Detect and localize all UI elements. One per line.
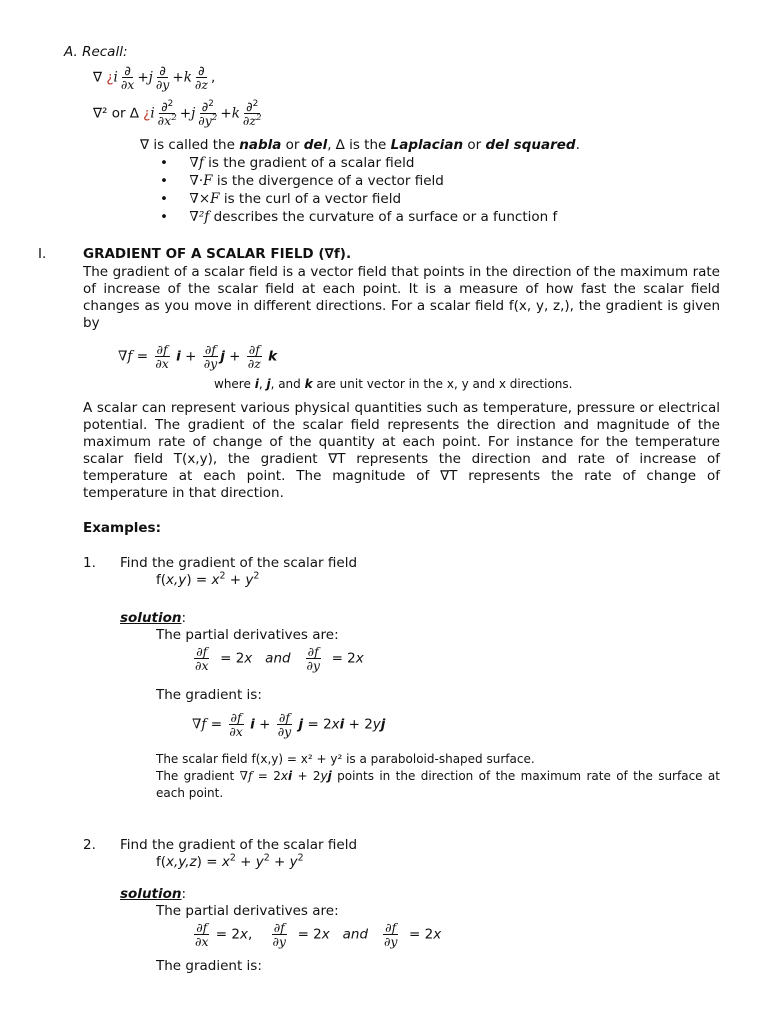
example-1-note-2: The gradient ∇f = 2xi + 2yj points in the direction of the maximum rate of the surface at each point.	[156, 769, 720, 800]
example-1-solution-label: solution:	[120, 610, 187, 626]
example-2-gradient-label: The gradient is:	[156, 958, 262, 974]
examples-heading: Examples:	[83, 520, 161, 536]
list-item: • ∇×F is the curl of a vector field	[160, 191, 402, 207]
section-title: GRADIENT OF A SCALAR FIELD (∇f).	[83, 246, 352, 262]
nabla-definition: ∇ ¿i $\frac{\partial}{\partial x}$ +j $\frac{\partial}{\partial y}$ +k $\frac{\partial}{\partial z}$ ,	[93, 63, 216, 93]
laplacian-definition: ∇² or ∆ ¿i $\frac{\partial^2}{\partial x^2}$ +j $\frac{\partial^2}{\partial y^2}$ +k $\frac{\partial^2}{\partial z^2}$	[93, 98, 262, 129]
example-1-prompt: Find the gradient of the scalar field	[120, 555, 358, 571]
scalar-quantities-paragraph: A scalar can represent various physical quantities such as temperature, pressure or electrical potential. The gradient of the scalar field represents the direction and magnitude of the maximum rate of change of the quantity at each point. For instance for the temperature scalar field T(x,y), the gradient ∇T represents the direction and rate of increase of temperature at each point. The magnitude of ∇T represents the rate of change of temperature in that direction.	[83, 400, 720, 501]
nabla-intro: ∇ is called the nabla or del, ∆ is the Laplacian or del squared.	[140, 137, 580, 153]
example-2-partials-label: The partial derivatives are:	[156, 903, 339, 919]
example-1-partials: $\frac{\partial f}{\partial x}$ = 2x and $\frac{\partial f}{\partial y}$ = 2x	[195, 644, 364, 674]
example-1-function: $f(x,y) = x^2 + y^2$	[156, 570, 260, 588]
example-2-prompt: Find the gradient of the scalar field	[120, 837, 358, 853]
list-item: • ∇f is the gradient of a scalar field	[160, 155, 415, 171]
example-1-number: 1.	[83, 555, 96, 571]
example-1-gradient-result: ∇f = $\frac{\partial f}{\partial x}$ i + $\frac{\partial f}{\partial y}$ j = 2xi + 2yj	[192, 710, 386, 740]
gradient-definition-paragraph: The gradient of a scalar field is a vector field that points in the direction of the maximum rate of increase of the scalar field at each point. It is a measure of how fast the scalar field changes as you move in different directions. For a scalar field f(x, y, z,), the gradient is given by	[83, 264, 720, 331]
list-item: • ∇²f describes the curvature of a surface or a function f	[160, 209, 558, 225]
section-number: I.	[38, 246, 47, 262]
example-1-note-1: The scalar field f(x,y) = x² + y² is a paraboloid-shaped surface.	[156, 752, 535, 766]
recall-heading: A. Recall:	[64, 44, 128, 60]
operator-bullet-list	[160, 154, 557, 226]
unit-vector-note: where i, j, and k are unit vector in the x, y and x directions.	[214, 377, 573, 391]
list-item: • ∇·F is the divergence of a vector field	[160, 173, 444, 189]
example-1-gradient-label: The gradient is:	[156, 687, 262, 703]
example-2-solution-label: solution:	[120, 886, 187, 902]
example-2-function: $f(x,y,z) = x^2 + y^2 + y^2$	[156, 852, 304, 870]
example-2-number: 2.	[83, 837, 96, 853]
gradient-formula: ∇f = $\frac{\partial f}{\partial x}$ i + $\frac{\partial f}{\partial y}$ j + $\frac{\partial f}{\partial z}$ k	[118, 342, 278, 372]
example-2-partials: $\frac{\partial f}{\partial x}$ = 2x, $\frac{\partial f}{\partial y}$ = 2x and $\frac{\partial f}{\partial y}$ = 2x	[195, 920, 442, 950]
example-1-partials-label: The partial derivatives are:	[156, 627, 339, 643]
